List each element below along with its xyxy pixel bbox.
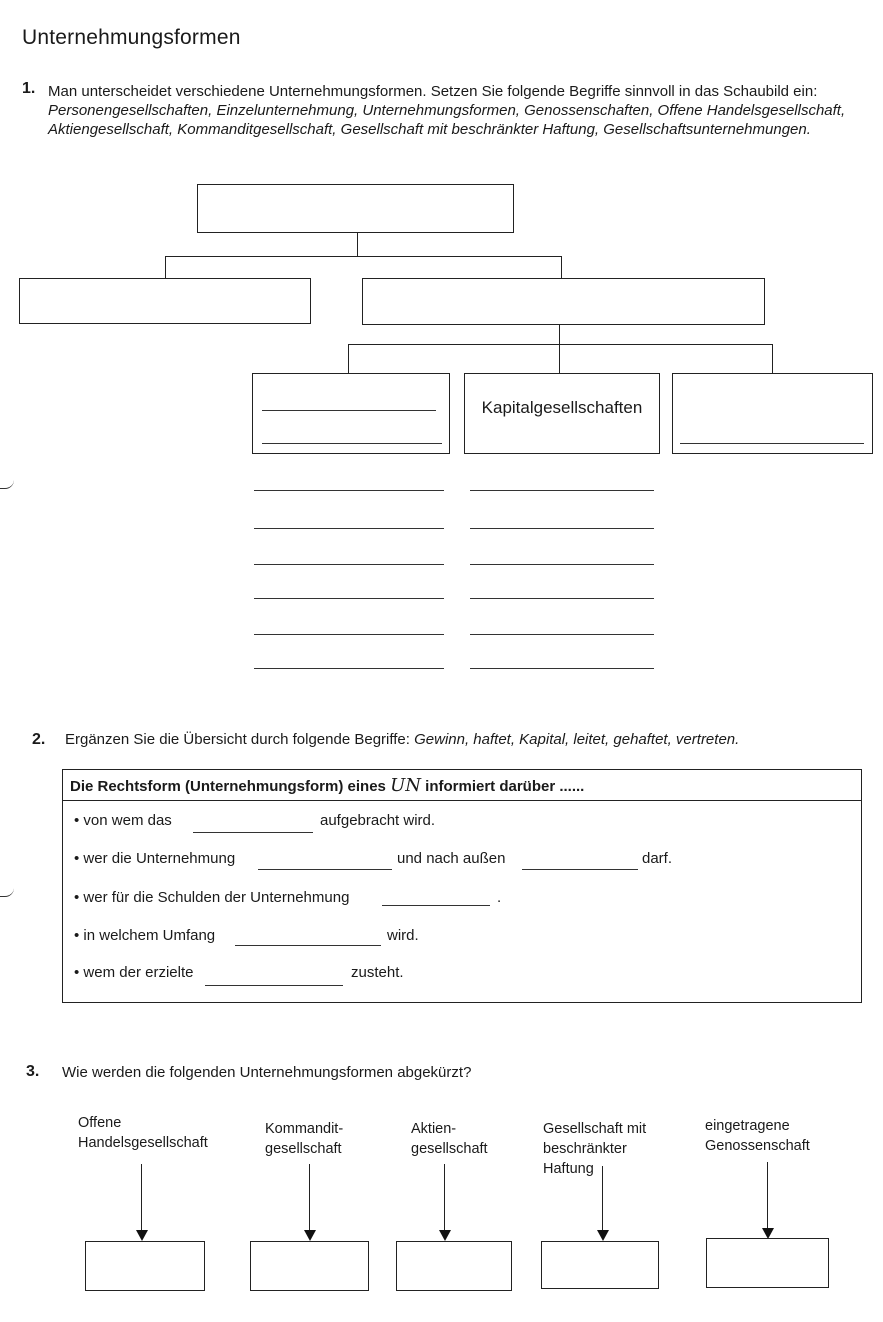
connector [772,344,773,374]
form-label-line: eingetragene [705,1118,790,1134]
connector [348,344,773,345]
arrow-down-icon [304,1230,316,1241]
connector [165,256,562,257]
answer-line[interactable] [205,985,343,986]
q2-row-1-a: • von wem das [74,812,172,829]
page-title: Unternehmungsformen [22,26,241,49]
answer-line[interactable] [254,490,444,491]
q2-number: 2. [32,731,46,748]
abbreviation-box-gmbh[interactable] [541,1241,659,1289]
binder-mark [0,480,14,489]
connector [561,256,562,278]
connector [559,344,560,374]
q2-header-prefix: Die Rechtsform (Unternehmungsform) eines [70,778,386,795]
answer-line[interactable] [193,832,313,833]
q2-header-suffix: informiert darüber ...... [425,778,585,795]
handwritten-note: UN [390,775,421,796]
answer-line[interactable] [382,905,490,906]
form-label-kg [265,1119,343,1159]
answer-line[interactable] [522,869,638,870]
form-label-line: beschränkter [543,1141,627,1157]
binder-mark [0,888,14,897]
form-label-ohg [78,1113,208,1153]
q2-intro: Ergänzen Sie die Übersicht durch folgende Begriffe: [65,731,415,748]
arrow-shaft [309,1164,310,1230]
form-label-line: Genossenschaft [705,1138,810,1154]
form-label-line: gesellschaft [411,1141,488,1157]
arrow-shaft [444,1164,445,1230]
q2-row-3-a: • wer für die Schulden der Unternehmung [74,889,350,906]
answer-line[interactable] [254,598,444,599]
answer-line[interactable] [470,490,654,491]
abbreviation-box-eg[interactable] [706,1238,829,1288]
form-label-line: Handelsgesellschaft [78,1135,208,1151]
answer-line[interactable] [470,528,654,529]
answer-line[interactable] [254,634,444,635]
form-label-line: gesellschaft [265,1141,342,1157]
answer-line[interactable] [254,564,444,565]
q2-row-4-b: wird. [387,927,419,944]
diagram-box-left[interactable] [19,278,311,324]
form-label-line: Haftung [543,1161,594,1177]
answer-line[interactable] [262,410,436,411]
arrow-shaft [141,1164,142,1230]
form-label-ag [411,1119,488,1159]
kapital-label: Kapitalgesellschaften [481,398,643,417]
arrow-down-icon [136,1230,148,1241]
form-label-line: Kommandit- [265,1121,344,1137]
form-label-line: Gesellschaft mit [543,1121,647,1137]
q2-row-5-a: • wem der erzielte [74,964,194,981]
answer-line[interactable] [258,869,392,870]
answer-line[interactable] [235,945,381,946]
answer-line[interactable] [254,668,444,669]
arrow-down-icon [439,1230,451,1241]
q2-table-divider [62,800,862,801]
diagram-box-right[interactable] [362,278,765,325]
q1-intro: Man unterscheidet verschiedene Unternehmungsformen. Setzen Sie folgende Begriffe sinnvoll in das Schaubild ein: [48,83,818,100]
q2-row-3-b: . [497,889,502,906]
q2-row-2-c: darf. [642,850,673,867]
answer-line[interactable] [470,668,654,669]
abbreviation-box-ohg[interactable] [85,1241,205,1291]
q3-number: 3. [26,1063,40,1080]
diagram-box-top[interactable] [197,184,514,233]
arrow-shaft [602,1166,603,1230]
arrow-down-icon [597,1230,609,1241]
q2-text [65,731,855,748]
q2-table-header [70,775,584,796]
q1-terms: Personengesellschaften, Einzelunternehmung, Unternehmungsformen, Genossenschaften, Offene Handelsgesellschaft, Aktiengesellschaft, Kommanditgesellschaft, Gesellschaft mit beschränkter Haftung, Gesellschaftsunternehmungen. [48,102,846,138]
q2-row-4-a: • in welchem Umfang [74,927,216,944]
form-label-gmbh [543,1119,646,1179]
answer-line[interactable] [470,598,654,599]
answer-line[interactable] [262,443,442,444]
diagram-box-personen[interactable] [252,373,450,454]
answer-line[interactable] [470,564,654,565]
q1-text [48,82,860,139]
connector [357,232,358,256]
answer-line[interactable] [254,528,444,529]
answer-line[interactable] [470,634,654,635]
q1-number: 1. [22,80,36,97]
form-label-line: Offene [78,1115,122,1131]
q2-row-2-a: • wer die Unternehmung [74,850,236,867]
answer-line[interactable] [680,443,864,444]
q2-row-5-b: zusteht. [351,964,404,981]
q2-row-2-b: und nach außen [397,850,506,867]
connector [348,344,349,374]
connector [165,256,166,278]
form-label-line: Aktien- [411,1121,457,1137]
form-label-eg [705,1116,810,1156]
q2-terms: Gewinn, haftet, Kapital, leitet, gehaftet, vertreten. [414,731,740,748]
connector [559,324,560,344]
diagram-box-genossen[interactable] [672,373,873,454]
arrow-shaft [767,1162,768,1228]
q2-row-1-b: aufgebracht wird. [320,812,436,829]
abbreviation-box-kg[interactable] [250,1241,369,1291]
abbreviation-box-ag[interactable] [396,1241,512,1291]
q3-question: Wie werden die folgenden Unternehmungsformen abgekürzt? [62,1064,472,1081]
